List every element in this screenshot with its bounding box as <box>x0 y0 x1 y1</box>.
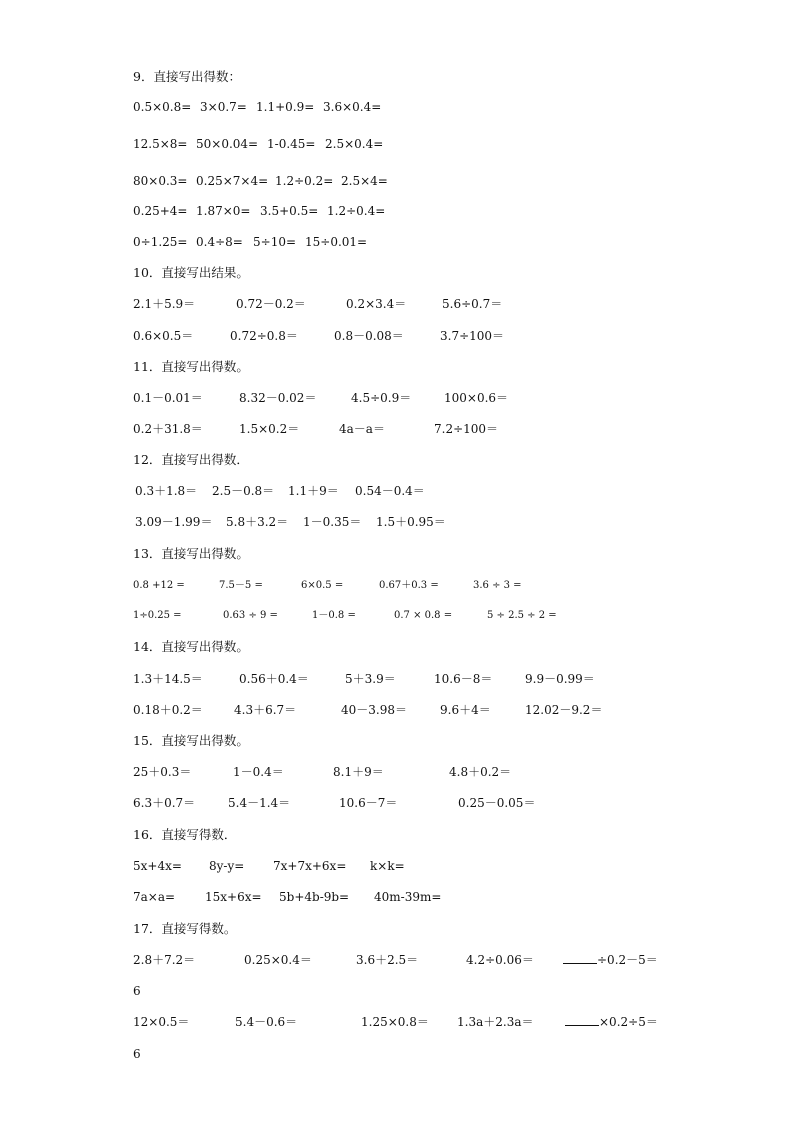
math-item: 1.87×0= <box>196 204 251 218</box>
math-item: 5.6÷0.7＝ <box>442 297 503 311</box>
math-item: 4.2÷0.06＝ <box>466 953 534 967</box>
fill-in-item <box>563 950 658 970</box>
q17-row-1-wrap: 6 <box>133 984 141 998</box>
math-item: 4.8＋0.2＝ <box>449 765 512 779</box>
math-item: 1.5＋0.95＝ <box>376 515 446 529</box>
math-item: 5.4－1.4＝ <box>228 796 291 810</box>
math-item: 1.3a＋2.3a＝ <box>457 1015 534 1029</box>
math-item: 3.6×0.4= <box>323 100 382 114</box>
math-item: 2.5－0.8＝ <box>212 484 275 498</box>
q17-title: 17．直接写得数。 <box>133 921 237 936</box>
math-item: 3.6 ÷ 3 = <box>473 580 522 591</box>
math-item: 12×0.5＝ <box>133 1015 190 1029</box>
math-item: 50×0.04= <box>196 137 259 151</box>
q17-row-2-wrap: 6 <box>133 1047 141 1061</box>
math-item-tail: ÷0.2－5＝ <box>597 953 658 967</box>
math-item: 0.2＋31.8＝ <box>133 422 203 436</box>
q10-title: 10．直接写出结果。 <box>133 265 249 280</box>
math-item: 1－0.8 = <box>312 610 356 621</box>
math-item: 1-0.45= <box>267 137 316 151</box>
math-item: 0.4÷8= <box>196 235 243 249</box>
math-item: 5b+4b-9b= <box>279 890 350 904</box>
math-item: 12.02－9.2＝ <box>525 703 603 717</box>
math-item: 80×0.3= <box>133 174 188 188</box>
math-item: 3.09－1.99＝ <box>135 515 213 529</box>
math-item: 3×0.7= <box>200 100 247 114</box>
math-item: 0.3＋1.8＝ <box>135 484 198 498</box>
math-item: 4.3＋6.7＝ <box>234 703 297 717</box>
math-item: 1－0.4＝ <box>233 765 284 779</box>
math-item: 4.5÷0.9＝ <box>351 391 412 405</box>
math-item: 3.5+0.5= <box>260 204 319 218</box>
math-item: 9.9－0.99＝ <box>525 672 595 686</box>
math-item: 1÷0.25 = <box>133 610 182 621</box>
math-item: 0.72－0.2＝ <box>236 297 306 311</box>
math-item: 0.18＋0.2＝ <box>133 703 203 717</box>
math-item: 0.5×0.8= <box>133 100 192 114</box>
q14-title: 14．直接写出得数。 <box>133 639 249 654</box>
answer-blank[interactable] <box>563 950 597 964</box>
math-item: 0÷1.25= <box>133 235 188 249</box>
math-item: 12.5×8= <box>133 137 188 151</box>
math-item: 7x+7x+6x= <box>273 859 347 873</box>
math-item: 0.25－0.05＝ <box>458 796 536 810</box>
math-item: 8.32－0.02＝ <box>239 391 317 405</box>
q9-title: 9．直接写出得数： <box>133 69 241 84</box>
math-item: 0.25×0.4＝ <box>244 953 312 967</box>
math-item: 0.1－0.01＝ <box>133 391 203 405</box>
math-item: 2.8＋7.2＝ <box>133 953 196 967</box>
math-item: 3.6＋2.5＝ <box>356 953 419 967</box>
math-item: 40m-39m= <box>374 890 442 904</box>
q16-title: 16．直接写得数． <box>133 827 237 842</box>
math-item: 10.6－8＝ <box>434 672 493 686</box>
math-item: 7.5－5 = <box>219 580 263 591</box>
math-item: 3.7÷100＝ <box>440 329 505 343</box>
math-item: 0.2×3.4＝ <box>346 297 407 311</box>
math-item: 8y-y= <box>209 859 245 873</box>
math-item: 0.25×7×4= <box>196 174 269 188</box>
math-item: 2.5×4= <box>341 174 388 188</box>
math-item: 10.6－7＝ <box>339 796 398 810</box>
math-item: 5÷10= <box>253 235 297 249</box>
math-item: 5.4－0.6＝ <box>235 1015 298 1029</box>
math-item: 5.8＋3.2＝ <box>226 515 289 529</box>
math-item: 100×0.6＝ <box>444 391 509 405</box>
math-item: 0.56＋0.4＝ <box>239 672 309 686</box>
math-item: 6×0.5 = <box>301 580 344 591</box>
math-item: 1.3＋14.5＝ <box>133 672 203 686</box>
math-item: 15÷0.01= <box>305 235 368 249</box>
math-item: 9.6＋4＝ <box>440 703 491 717</box>
math-item: 0.54－0.4＝ <box>355 484 425 498</box>
math-item: 1.2÷0.2= <box>275 174 334 188</box>
math-item: 0.8－0.08＝ <box>334 329 404 343</box>
math-item: 1.25×0.8＝ <box>361 1015 429 1029</box>
math-item: 6.3＋0.7＝ <box>133 796 196 810</box>
answer-blank[interactable] <box>565 1012 599 1026</box>
math-item-tail: ×0.2÷5＝ <box>599 1015 658 1029</box>
math-item: 0.72÷0.8＝ <box>230 329 298 343</box>
math-item: 0.25+4= <box>133 204 188 218</box>
math-item: 15x+6x= <box>205 890 262 904</box>
math-item: 0.6×0.5＝ <box>133 329 194 343</box>
math-item: 1.1＋9＝ <box>288 484 339 498</box>
math-item: 1.5×0.2＝ <box>239 422 300 436</box>
math-item: 1－0.35＝ <box>303 515 362 529</box>
q11-title: 11．直接写出得数。 <box>133 359 249 374</box>
math-item: 1.2÷0.4= <box>327 204 386 218</box>
math-item: 0.7 × 0.8 = <box>394 610 453 621</box>
math-item: 0.67＋0.3 = <box>379 580 439 591</box>
math-item: 8.1＋9＝ <box>333 765 384 779</box>
math-item: 7a×a= <box>133 890 176 904</box>
q12-title: 12．直接写出得数． <box>133 452 249 467</box>
math-item: 0.63 ÷ 9 = <box>223 610 278 621</box>
math-item: 4a－a＝ <box>339 422 385 436</box>
math-item: 0.8 +12 = <box>133 580 185 591</box>
math-item: 40－3.98＝ <box>341 703 407 717</box>
math-item: k×k= <box>370 859 405 873</box>
math-item: 25＋0.3＝ <box>133 765 192 779</box>
math-item: 7.2÷100＝ <box>434 422 499 436</box>
math-item: 2.5×0.4= <box>325 137 384 151</box>
q15-title: 15．直接写出得数。 <box>133 733 249 748</box>
math-item: 1.1+0.9= <box>256 100 315 114</box>
math-item: 5x+4x= <box>133 859 182 873</box>
math-item: 5＋3.9＝ <box>345 672 396 686</box>
math-item: 2.1＋5.9＝ <box>133 297 196 311</box>
math-item: 5 ÷ 2.5 ÷ 2 = <box>487 610 557 621</box>
q13-title: 13．直接写出得数。 <box>133 546 249 561</box>
fill-in-item <box>565 1012 658 1032</box>
